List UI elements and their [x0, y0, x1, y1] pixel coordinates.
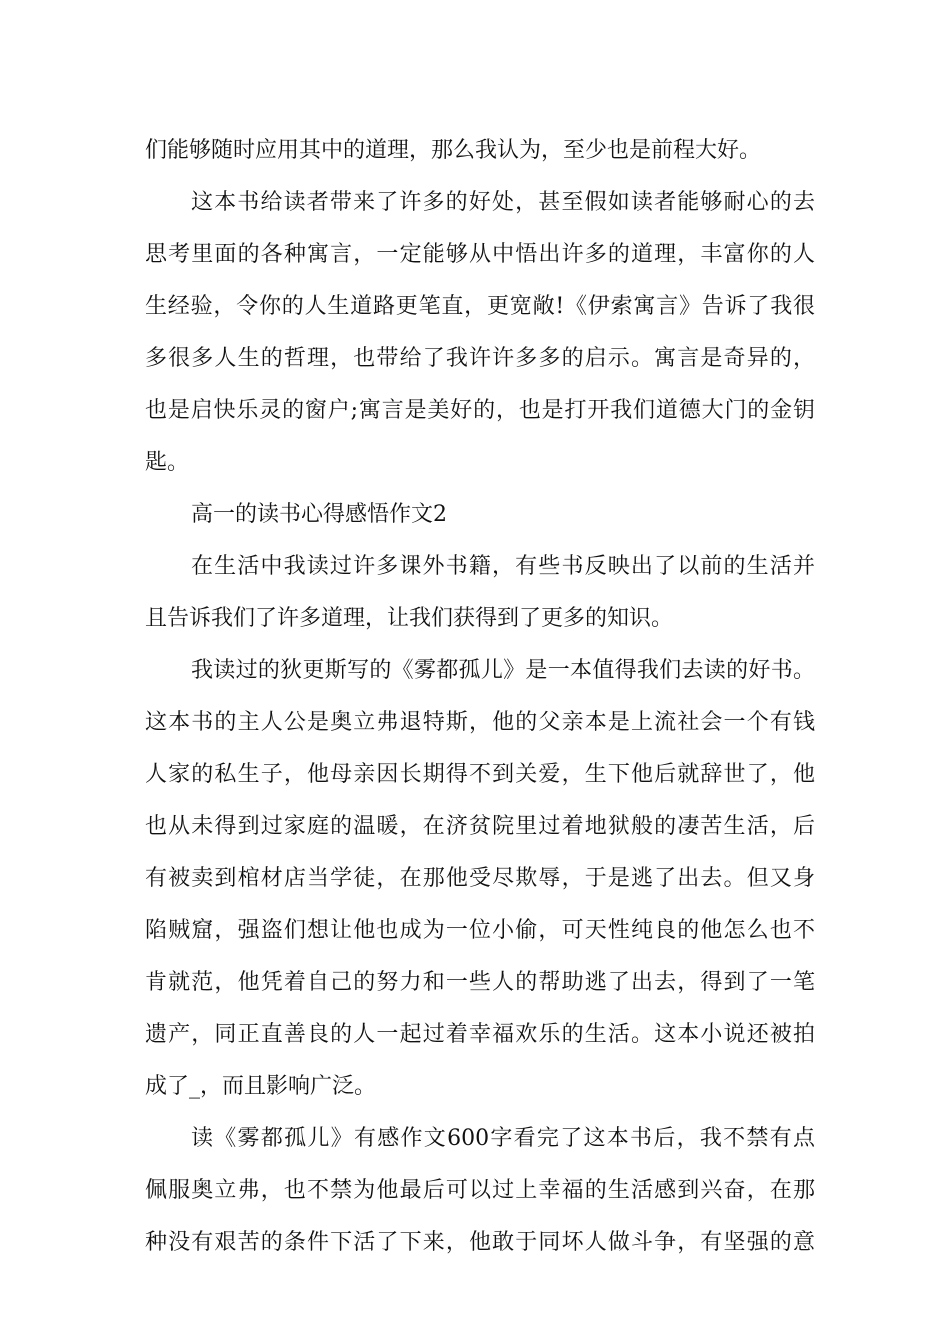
text-line: 陷贼窟，强盗们想让他也成为一位小偷，可天性纯良的他怎么也不 [145, 918, 815, 943]
text-line: 种没有艰苦的条件下活了下来，他敢于同坏人做斗争，有坚强的意 [145, 1230, 815, 1255]
text-line: 有被卖到棺材店当学徒，在那他受尽欺辱，于是逃了出去。但又身 [145, 866, 815, 891]
text-line: 成了_，而且影响广泛。 [145, 1074, 377, 1099]
text-line: 肯就范，他凭着自己的努力和一些人的帮助逃了出去，得到了一笔 [145, 970, 815, 995]
text-line: 匙。 [145, 450, 190, 475]
text-line: 也从未得到过家庭的温暖，在济贫院里过着地狱般的凄苦生活，后 [145, 814, 815, 839]
paragraph-first-line: 这本书给读者带来了许多的好处，甚至假如读者能够耐心的去 [191, 190, 815, 215]
text-line: 思考里面的各种寓言，一定能够从中悟出许多的道理，丰富你的人 [145, 242, 815, 267]
text-line: 生经验，令你的人生道路更笔直，更宽敞!《伊索寓言》告诉了我很 [145, 294, 815, 319]
document-body [145, 125, 815, 1269]
text-line: 佩服奥立弗，也不禁为他最后可以过上幸福的生活感到兴奋，在那 [145, 1178, 815, 1203]
text-line: 这本书的主人公是奥立弗退特斯，他的父亲本是上流社会一个有钱 [145, 710, 815, 735]
paragraph-first-line: 在生活中我读过许多课外书籍，有些书反映出了以前的生活并 [191, 554, 815, 579]
text-line: 多很多人生的哲理，也带给了我许许多多的启示。寓言是奇异的， [145, 346, 815, 371]
section-heading: 高一的读书心得感悟作文2 [191, 502, 447, 527]
text-line: 也是启快乐灵的窗户;寓言是美好的，也是打开我们道德大门的金钥 [145, 398, 815, 423]
text-line: 人家的私生子，他母亲因长期得不到关爱，生下他后就辞世了，他 [145, 762, 815, 787]
text-line: 遗产，同正直善良的人一起过着幸福欢乐的生活。这本小说还被拍 [145, 1022, 815, 1047]
text-line: 们能够随时应用其中的道理，那么我认为，至少也是前程大好。 [145, 138, 762, 163]
text-line: 且告诉我们了许多道理，让我们获得到了更多的知识。 [145, 606, 674, 631]
paragraph-first-line: 我读过的狄更斯写的《雾都孤儿》是一本值得我们去读的好书。 [191, 658, 815, 683]
paragraph-first-line: 读《雾都孤儿》有感作文600字看完了这本书后，我不禁有点 [191, 1126, 815, 1151]
